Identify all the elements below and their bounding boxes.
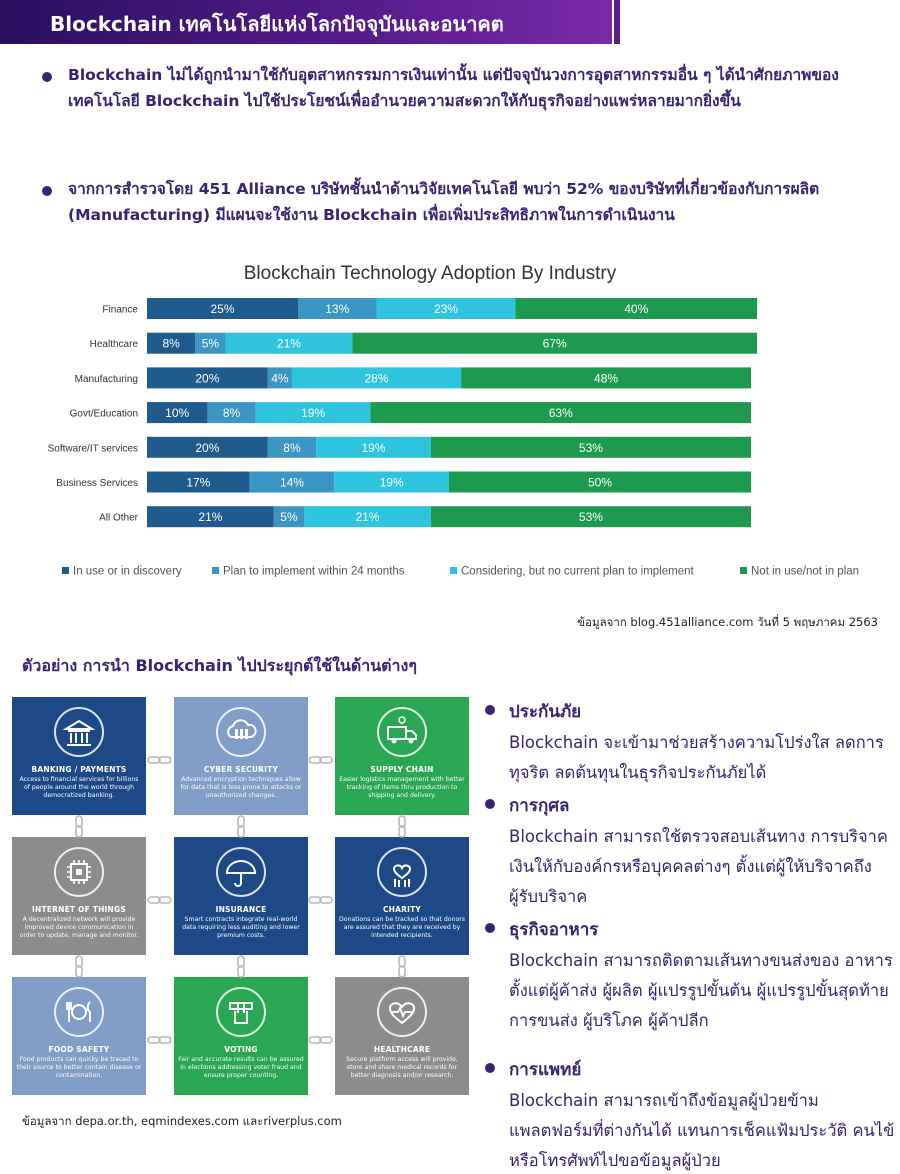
use-case-tile [335,977,469,1095]
bar-value-label: 40% [624,302,649,316]
category-label: All Other [99,512,138,524]
category-label: Business Services [56,478,138,489]
tile-description: Advanced encryption techniques allow for data that is less prone to attacks or unauthorized changes. [180,776,302,799]
use-case-tile [12,697,146,815]
bullet-dot [485,799,495,809]
bar-value-label: 21% [276,336,301,351]
adoption-chart [0,255,900,595]
bullet-dot [485,923,495,933]
bar-value-label: 8% [222,406,241,421]
use-case-tile [174,697,308,815]
bullet-dot-2 [42,186,52,196]
use-case-grid [8,693,470,1103]
bar-value-label: 10% [165,406,190,421]
legend-swatch [450,567,457,574]
intro-paragraph-1: Blockchain ไม่ได้ถูกนำมาใช้กับอุตสาหกรรมการเงินเท่านั้น แต่ปัจจุบันวงการอุตสาหกรรมอื่น ๆ ได้นำศักยภาพของเทคโนโลยี Blockchain ไปใช้ประโยชน์เพื่ออำนวยความสะดวกให้กับธุรกิจอย่างแพร่หลายมากยิ่งขึ้น [68,66,839,110]
chain-link-icon [75,955,83,979]
bar-value-label: 4% [271,371,289,386]
use-case-description: Blockchain สามารถใช้ตรวจสอบเส้นทาง การบริจาคเงินให้กับองค์กรหรือบุคคลต่างๆ ตั้งแต่ผู้ให้บริจาคถึงผู้รับบริจาค [509,827,888,906]
chart-svg [0,255,900,595]
use-case-tile [335,697,469,815]
chain-link-icon [237,955,245,979]
use-case-title: การแพทย์ [509,1060,582,1080]
tile-title: BANKING / PAYMENTS [31,765,127,774]
bar-value-label: 48% [594,371,619,386]
fork-knife-icon [54,987,104,1037]
grid-source: ข้อมูลจาก depa.or.th, eqmindexes.com และriverplus.com [22,1114,342,1128]
tile-description: Smart contracts integrate real-world data requiring less auditing and lower premium costs. [182,916,300,939]
category-label: Software/IT services [47,443,138,455]
category-label: Govt/Education [69,408,138,420]
tile-title: VOTING [224,1045,258,1054]
tile-description: A decentralized network will provide improved device communication in order to update, manage and monitor. [19,916,139,939]
chain-link-icon [147,889,173,897]
bar-value-label: 14% [279,475,304,490]
bar-value-label: 8% [162,336,180,351]
chain-link-icon [308,749,334,757]
bar-value-label: 67% [542,336,567,351]
legend-label: Not in use/not in plan [751,565,860,578]
use-case-tile [335,837,469,955]
legend-label: In use or in discovery [73,565,182,578]
bar-value-label: 13% [325,302,350,316]
tile-title: HEALTHCARE [373,1045,431,1054]
truck-icon [377,707,427,757]
tile-description: Donations can be tracked so that donors are assured that they are received by intended recipients. [339,916,466,939]
chain-link-icon [308,889,334,897]
bar-value-label: 25% [210,302,235,316]
ballot-icon [216,987,266,1037]
tile-title: SUPPLY CHAIN [370,765,434,774]
page-title: Blockchain เทคโนโลยีแห่งโลกปัจจุบันและอนาคต [50,12,504,36]
bullet-dot [485,705,495,715]
bar-value-label: 5% [201,336,220,351]
umbrella-icon [216,847,266,897]
bar-value-label: 50% [587,475,613,490]
bar-value-label: 23% [433,302,458,316]
use-case-description: Blockchain สามารถติดตามเส้นทางขนส่งของ อาหารตั้งแต่ผู้ค้าส่ง ผู้ผลิต ผู้แปรรูปขั้นต้น ผู้แปรรูปขั้นสุดท้าย การขนส่ง ผู้บริโภค ผู้ค้าปลีก [509,951,893,1030]
category-label: Healthcare [89,339,138,351]
bar-value-label: 19% [301,406,326,421]
tile-title: FOOD SAFETY [48,1045,110,1054]
tile-description: Fair and accurate results can be assured in elections addressing voter fraud and ensure proper counting. [178,1056,304,1079]
tile-description: Food products can quicky be traced to their source to better contain disease or contamination. [16,1056,142,1079]
chip-icon [54,847,104,897]
chain-link-icon [147,1029,173,1037]
chart-source: ข้อมูลจาก blog.451alliance.com วันที่ 5 พฤษภาคม 2563 [577,615,878,629]
use-case-description: Blockchain สามารถเข้าถึงข้อมูลผู้ป่วยข้าม แพลตฟอร์มที่ต่างกันได้ แทนการเช็คแฟ้มประวัติ คนไข้หรือโทรศัพท์ไปขอข้อมูลผู้ป่วย [509,1091,895,1170]
tile-description: Access to financial services for billions of people around the world through democratized banking. [19,776,139,799]
bar-value-label: 53% [578,510,603,525]
bar-value-label: 20% [195,371,220,386]
header-accent [614,0,620,44]
chain-link-icon [75,815,83,839]
heart-hand-icon [377,847,427,897]
use-case-title: ธุรกิจอาหาร [509,920,599,940]
tile-title: INSURANCE [215,905,267,914]
tile-title: CYBER SECURITY [203,765,279,774]
bullet-dot [485,1063,495,1073]
bar-value-label: 28% [364,371,389,386]
use-case-tile [12,837,146,955]
bar-value-label: 21% [198,510,223,525]
header-bar [0,0,612,44]
section-title-examples: ตัวอย่าง การนำ Blockchain ไปประยุกต์ใช้ในด้านต่างๆ [22,656,417,675]
use-case-tile [174,977,308,1095]
bar-value-label: 63% [548,406,573,421]
bank-icon [54,707,104,757]
use-case-tile [174,837,308,955]
bar-value-label: 21% [355,510,380,525]
use-case-tile [12,977,146,1095]
bar-value-label: 19% [361,440,386,455]
legend-swatch [740,567,747,574]
chain-link-icon [147,749,173,757]
legend-swatch [212,567,219,574]
category-label: Manufacturing [74,373,138,385]
intro-paragraph-2: จากการสำรวจโดย 451 Alliance บริษัทชั้นนำด้านวิจัยเทคโนโลยี พบว่า 52% ของบริษัทที่เกี่ยวข้องกับการผลิต (Manufacturing) มีแผนจะใช้งาน Blockchain เพื่อเพิ่มประสิทธิภาพในการดำเนินงาน [68,180,820,224]
bar-value-label: 8% [283,440,301,455]
tile-title: CHARITY [382,905,422,914]
bar-value-label: 53% [578,440,603,455]
legend-label: Considering, but no current plan to implement [461,565,694,578]
bullet-dot-1 [42,72,52,82]
heartbeat-icon [377,987,427,1037]
cloud-server-icon [216,707,266,757]
tile-title: INTERNET OF THINGS [32,905,126,914]
bar-value-label: 17% [186,475,211,490]
legend-label: Plan to implement within 24 months [223,565,405,578]
tile-description: Secure platform access will provide, store and share medical records for better diagnosis and/or research. [346,1056,458,1079]
category-label: Finance [102,304,138,316]
use-case-title: ประกันภัย [509,702,582,722]
chain-link-icon [398,955,406,979]
chain-link-icon [237,815,245,839]
bar-value-label: 19% [379,475,404,490]
use-case-description: Blockchain จะเข้ามาช่วยสร้างความโปร่งใส ลดการทุจริต ลดต้นทุนในธุรกิจประกันภัยได้ [509,733,884,782]
chain-link-icon [398,815,406,839]
chart-title: Blockchain Technology Adoption By Industry [243,263,617,284]
bar-value-label: 5% [280,510,298,525]
bar-value-label: 20% [195,440,220,455]
chain-link-icon [308,1029,334,1037]
tile-description: Easier logistics management with better tracking of items thru production to shipping and delivery. [339,776,465,799]
use-case-title: การกุศล [509,796,570,816]
legend-swatch [62,567,69,574]
